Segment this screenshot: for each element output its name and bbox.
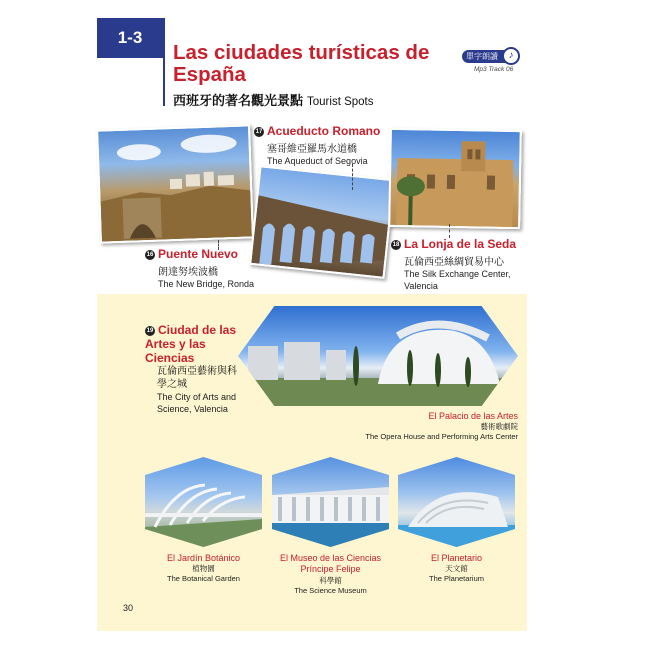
spot-name-es: La Lonja de la Seda: [404, 237, 517, 251]
spot-name-es: Ciudad de las Artes y las Ciencias: [145, 323, 237, 365]
caption-silk-exchange: [391, 235, 516, 292]
spot-name-es: Acueducto Romano: [267, 124, 381, 138]
spot-name-zh: 瓦倫西亞絲綢貿易中心: [404, 257, 504, 268]
mp3-track: Mp3 Track 06: [474, 66, 514, 73]
spot-name-zh: 朗達努埃波橋: [158, 267, 218, 278]
page-subtitle: [173, 90, 374, 109]
spot-name-en: The City of Arts and Science, Valencia: [157, 392, 237, 414]
header-divider: [163, 18, 165, 106]
caption-botanical-garden: [145, 553, 262, 583]
mp3-badge[interactable]: 單字朗讀: [462, 50, 514, 63]
spot-name-zh: 塞哥維亞羅馬水道橋: [267, 144, 357, 155]
caption-city-of-arts: [145, 323, 237, 415]
photo-planetarium: [398, 457, 515, 547]
building-name-en: The Botanical Garden: [167, 574, 240, 583]
page-title: Las ciudades turísticas de España: [173, 41, 430, 86]
audio-icon[interactable]: ♪: [502, 47, 520, 65]
spot-name-en: The New Bridge, Ronda: [158, 279, 255, 289]
spot-number: 18: [392, 242, 400, 248]
building-name-es: El Planetario: [430, 553, 483, 563]
spot-name-en: The Silk Exchange Center,: [404, 269, 511, 279]
spot-number: 17: [255, 129, 263, 135]
caption-aqueduct: [254, 122, 380, 167]
caption-science-museum: [272, 553, 389, 595]
caption-opera-house: [360, 411, 518, 441]
section-number: 1-3: [97, 18, 163, 58]
building-name-zh: 植物園: [192, 564, 215, 573]
building-name-zh: 藝術歌劇院: [480, 422, 518, 431]
photo-opera-house: [238, 306, 518, 406]
building-name-en: The Science Museum: [294, 586, 367, 595]
building-name-zh: 科學館: [319, 576, 342, 585]
spot-number: 19: [146, 328, 154, 334]
building-name-es: El Jardín Botánico: [166, 553, 241, 563]
subtitle-en: Tourist Spots: [307, 96, 374, 108]
spot-name-zh: 瓦倫西亞藝術與科學之城: [157, 366, 237, 390]
page-number: 30: [123, 603, 134, 613]
photo-botanical-garden: [145, 457, 262, 547]
photo-silk-exchange: [388, 128, 522, 229]
building-name-en: The Planetarium: [428, 574, 485, 583]
spot-number: 16: [146, 252, 154, 258]
spot-name-en: The Aqueduct of Segovia: [267, 156, 368, 166]
connector: [352, 164, 353, 190]
subtitle-zh: 西班牙的著名觀光景點: [173, 93, 304, 108]
caption-planetarium: [398, 553, 515, 583]
photo-puente-nuevo: [96, 124, 254, 243]
spot-name-en-2: Valencia: [404, 281, 438, 291]
photo-aqueduct: [249, 165, 395, 279]
spot-name-es: Puente Nuevo: [158, 247, 239, 261]
caption-puente-nuevo: [145, 245, 254, 290]
building-name-zh: 天文館: [445, 564, 468, 573]
photo-science-museum: [272, 457, 389, 547]
building-name-es: El Museo de las Ciencias Príncipe Felipe: [279, 553, 382, 574]
building-name-es: El Palacio de las Artes: [428, 411, 518, 421]
building-name-en: The Opera House and Performing Arts Center: [365, 432, 518, 441]
